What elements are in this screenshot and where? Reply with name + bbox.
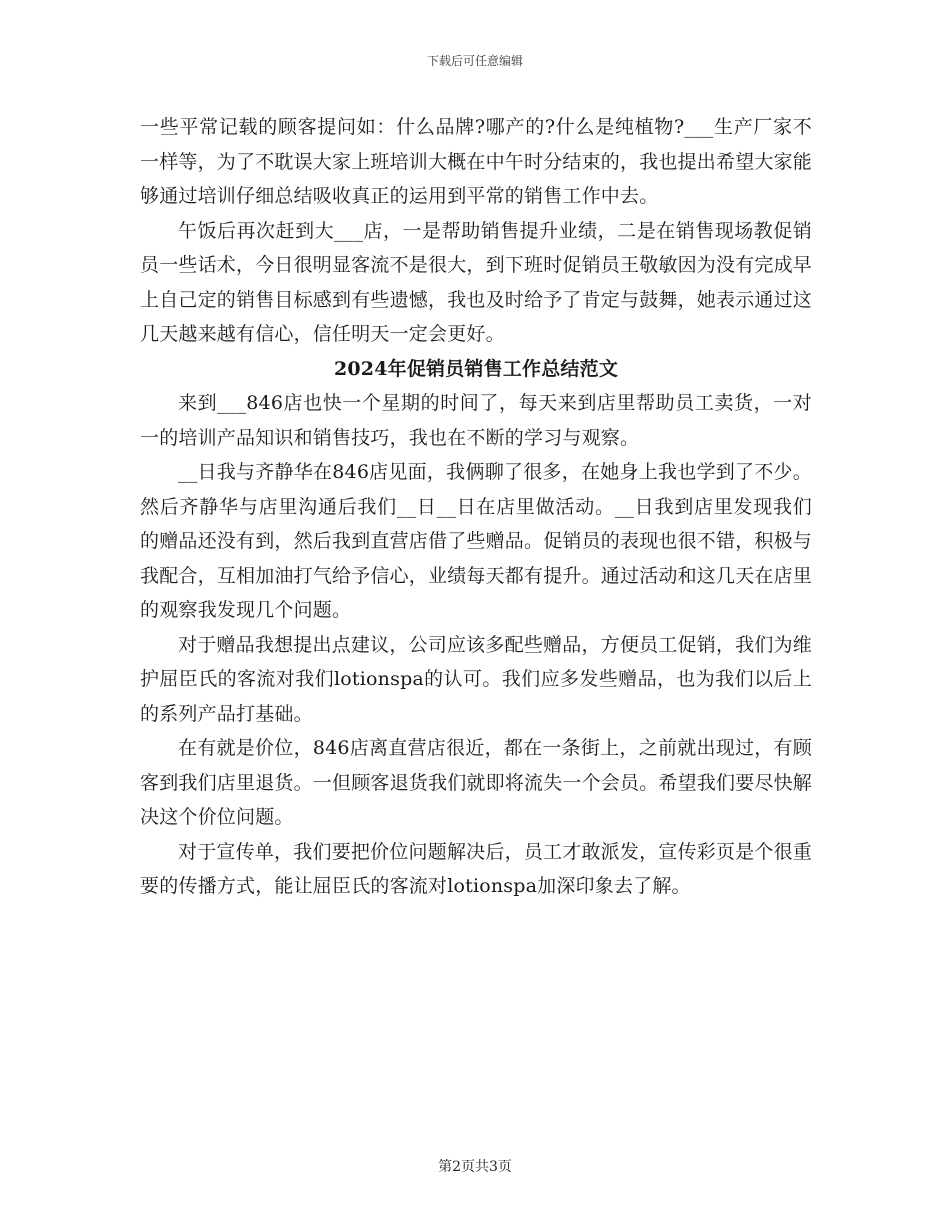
- paragraph: 来到___846店也快一个星期的时间了，每天来到店里帮助员工卖货，一对一的培训产品知识和销售技巧，我也在不断的学习与观察。: [140, 392, 812, 449]
- document-body: [140, 110, 812, 904]
- paragraph: 在有就是价位，846店离直营店很近，都在一条街上，之前就出现过，有顾客到我们店里退货。一但顾客退货我们就即将流失一个会员。希望我们要尽快解决这个价位问题。: [140, 737, 813, 828]
- page-footer: 第2页共3页: [438, 1159, 512, 1175]
- page-header: 下载后可任意编辑: [426, 54, 523, 68]
- paragraph: 对于赠品我想提出点建议，公司应该多配些赠品，方便员工促销，我们为维护屈臣氏的客流对我们lotionspa的认可。我们应多发些赠品，也为我们以后上的系列产品打基础。: [140, 633, 812, 725]
- section-title: 2024年促销员销售工作总结范文: [333, 357, 619, 380]
- paragraph: 一些平常记载的顾客提问如：什么品牌?哪产的?什么是纯植物?___生产厂家不一样等，为了不耽误大家上班培训大概在中午时分结束的，我也提出希望大家能够通过培训仔细总结吸收真正的运用到平常的销售工作中去。: [140, 116, 813, 207]
- paragraph: 午饭后再次赶到大___店，一是帮助销售提升业绩，二是在销售现场教促销员一些话术，今日很明显客流不是很大，到下班时促销员王敬敏因为没有完成早上自己定的销售目标感到有些遗憾，我也及时给予了肯定与鼓舞，她表示通过这几天越来越有信心，信任明天一定会更好。: [140, 219, 813, 345]
- paragraph: __日我与齐静华在846店见面，我俩聊了很多，在她身上我也学到了不少。然后齐静华与店里沟通后我们__日__日在店里做活动。__日我到店里发现我们的赠品还没有到，然后我到直营店借了些赠品。促销员的表现也很不错，积极与我配合，互相加油打气给予信心，业绩每天都有提升。通过活动和这几天在店里的观察我发现几个问题。: [140, 461, 813, 621]
- paragraph: 对于宣传单，我们要把价位问题解决后，员工才敢派发，宣传彩页是个很重要的传播方式，能让屈臣氏的客流对lotionspa加深印象去了解。: [140, 840, 812, 897]
